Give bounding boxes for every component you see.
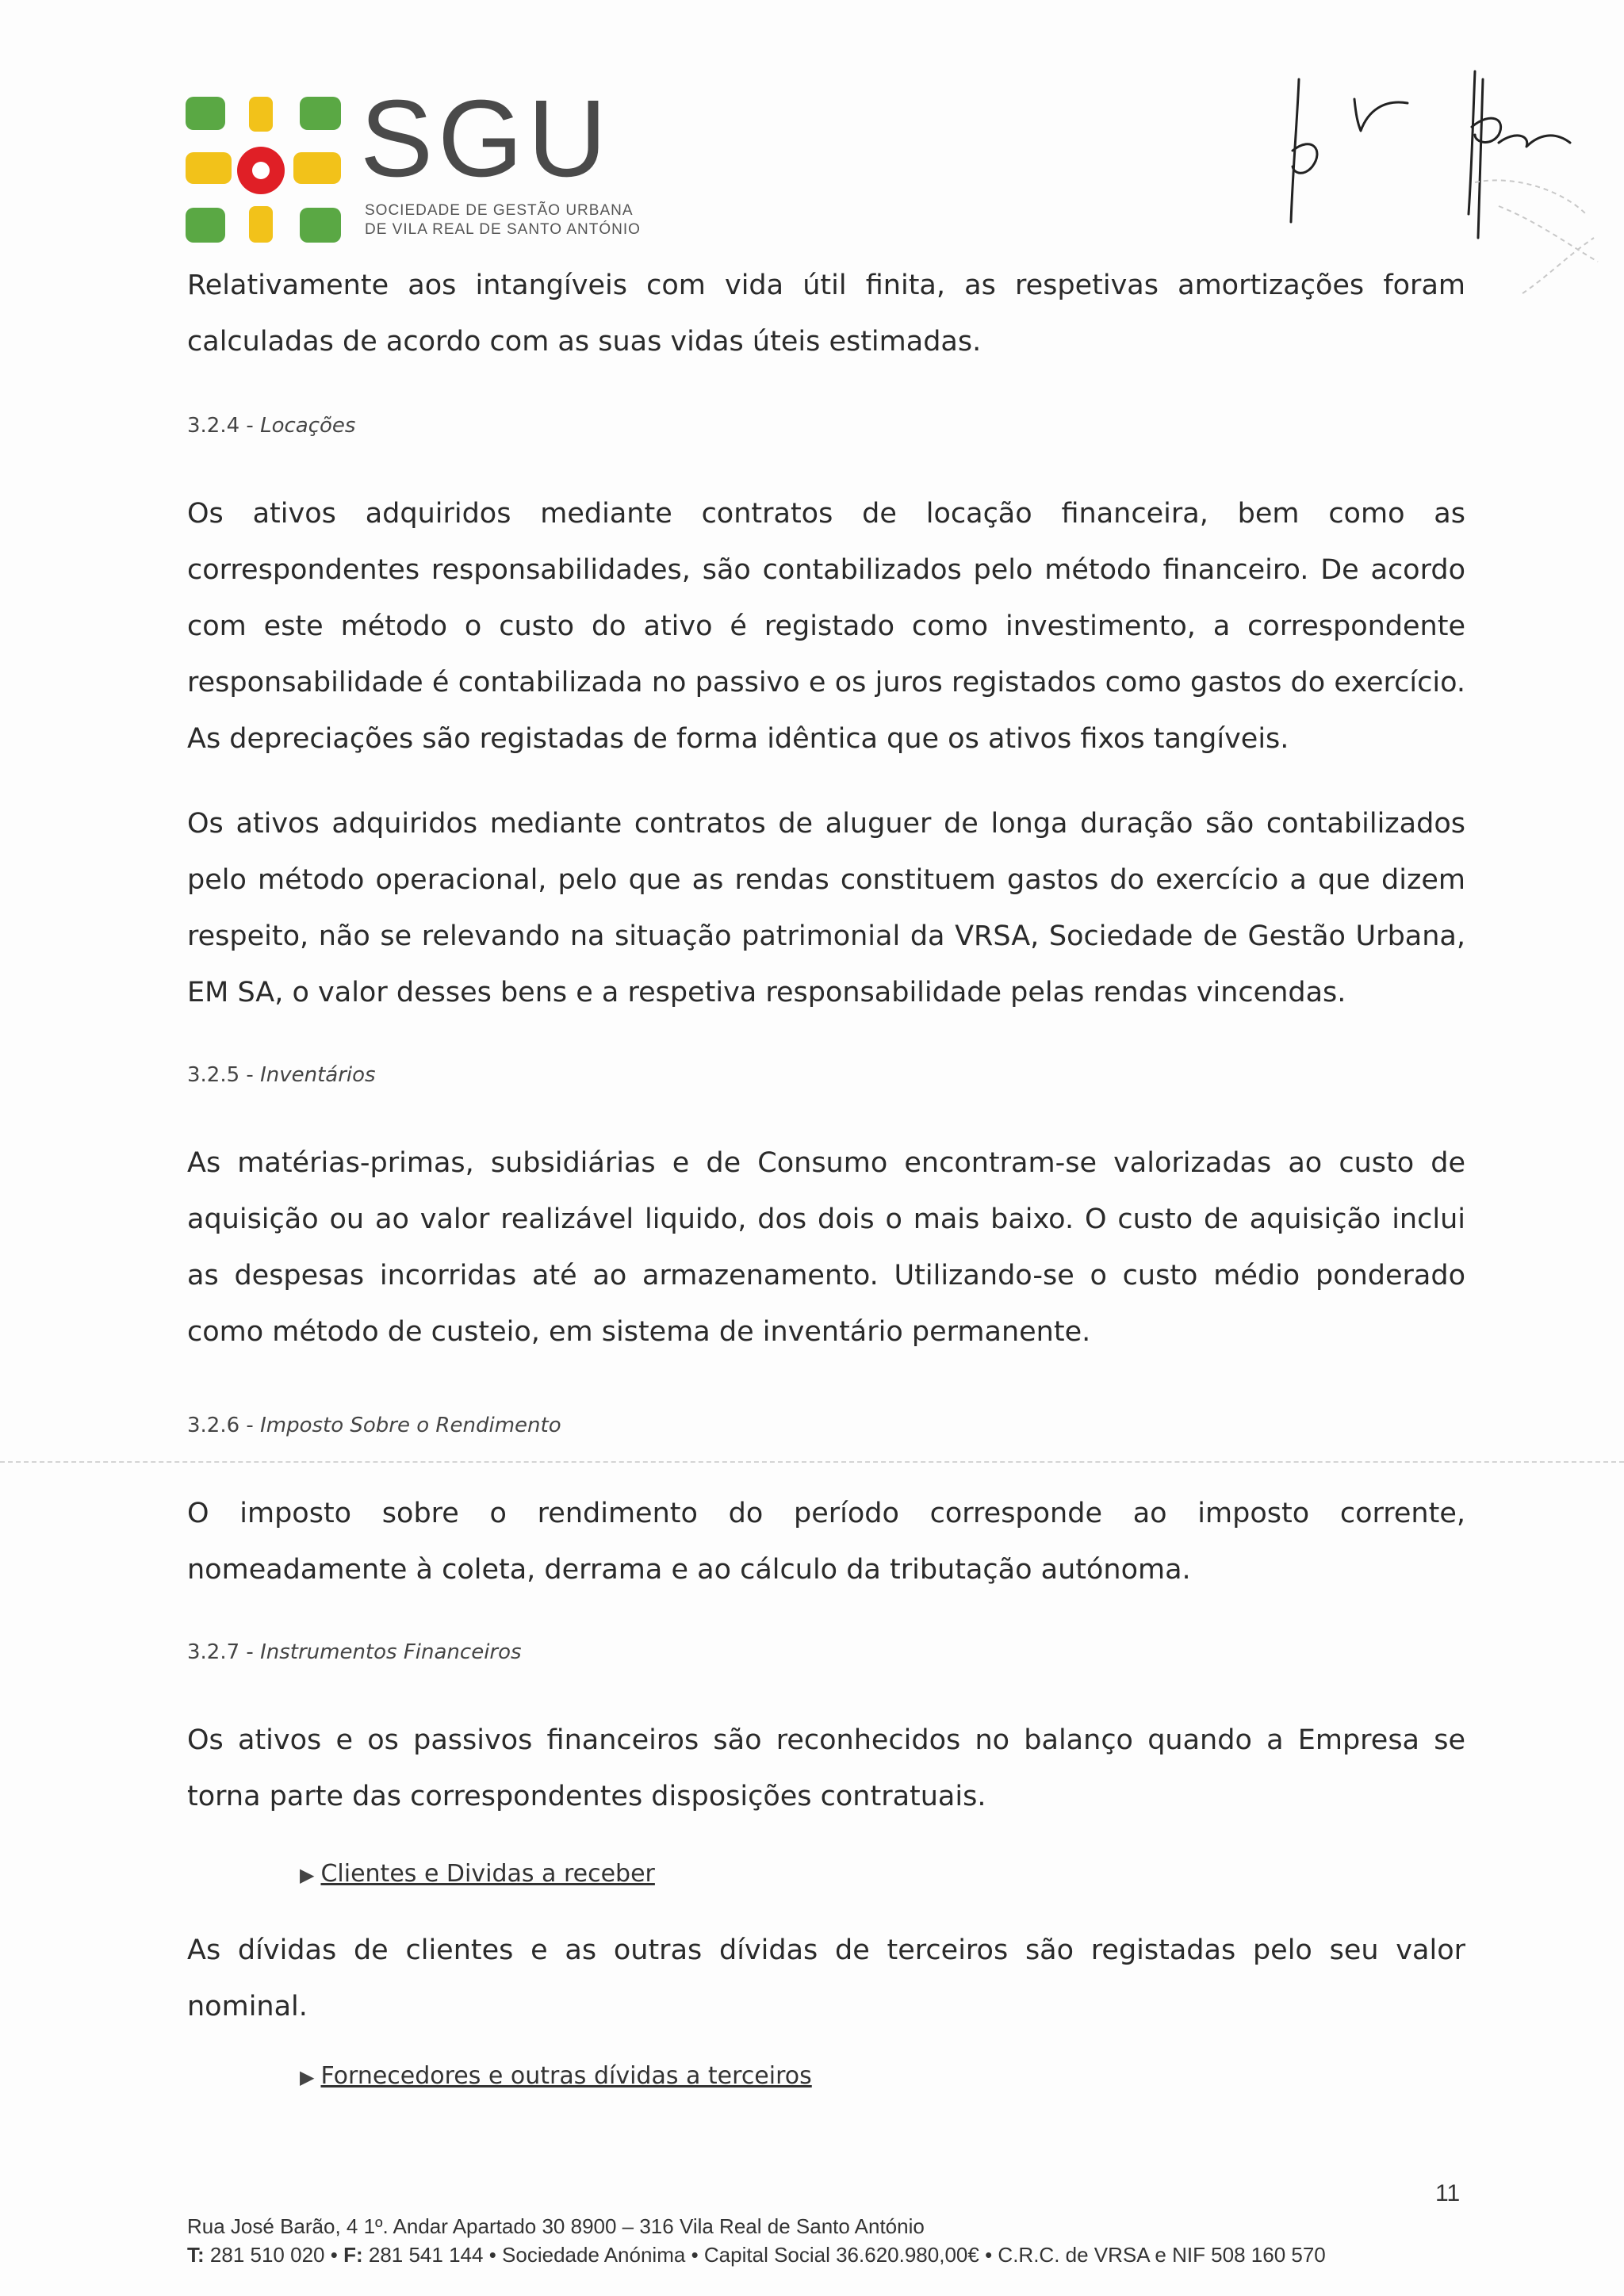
- heading-title: Imposto Sobre o Rendimento: [260, 1414, 561, 1437]
- bullet-payables: [300, 2061, 1465, 2093]
- triangle-bullet-icon: ▶: [300, 1864, 315, 1886]
- paragraph-leasing-operational: Os ativos adquiridos mediante contratos de aluguer de longa duração são contabilizados pelo método operacional, pelo que as rendas constituem gastos do exercício a que dizem respeito, não se relevando na situação patrimonial da VRSA, Sociedade de Gestão Urbana, EM SA, o valor desses bens e a respetiva responsabilidade pelas rendas vincendas.: [187, 808, 1465, 1008]
- footer-address: Rua José Barão, 4 1º. Andar Apartado 30 8900 – 316 Vila Real de Santo António: [187, 2214, 925, 2238]
- sgu-logo-mark-icon: [184, 95, 343, 246]
- heading-title: Inventários: [260, 1063, 376, 1087]
- logo-text: SGU: [360, 78, 612, 200]
- page-number: 11: [1435, 2180, 1461, 2206]
- share-capital: Capital Social 36.620.980,00€: [703, 2243, 979, 2267]
- heading-number: 3.2.5 -: [187, 1063, 254, 1087]
- dot-separator: •: [330, 2243, 338, 2267]
- logo-subtitle-line-1: SOCIEDADE DE GESTÃO URBANA: [365, 202, 634, 219]
- registry-info: C.R.C. de VRSA e NIF 508 160 570: [998, 2243, 1326, 2267]
- heading-number: 3.2.7 -: [187, 1640, 254, 1664]
- paragraph-inventories: As matérias-primas, subsidiárias e de Consumo encontram-se valorizadas ao custo de aquisição ou ao valor realizável liquido, dos dois o mais baixo. O custo de aquisição inclui as despesas incorridas até ao armazenamento. Utilizando-se o custo médio ponderado como método de custeio, em sistema de inventário permanente.: [187, 1147, 1465, 1348]
- tel-number: 281 510 020: [209, 2243, 325, 2267]
- heading-3-2-5: [187, 1059, 1465, 1091]
- logo-subtitle: [365, 201, 650, 239]
- fax-label: F:: [343, 2243, 363, 2267]
- triangle-bullet-icon: ▶: [300, 2066, 315, 2088]
- heading-3-2-6: [187, 1410, 1465, 1441]
- heading-number: 3.2.6 -: [187, 1414, 254, 1437]
- heading-3-2-7: [187, 1636, 1465, 1668]
- footer-contacts: [187, 2241, 1472, 2269]
- scan-divider: [0, 1461, 1624, 1463]
- logo-subtitle-line-2: DE VILA REAL DE SANTO ANTÓNIO: [365, 221, 641, 238]
- page-footer: [187, 2212, 1472, 2269]
- heading-title: Instrumentos Financeiros: [260, 1640, 522, 1664]
- dot-separator: •: [985, 2243, 993, 2267]
- bullet-receivables: [300, 1858, 1465, 1891]
- paragraph-intangibles: Relativamente aos intangíveis com vida útil finita, as respetivas amortizações foram calculadas de acordo com as suas vidas úteis estimadas.: [187, 270, 1465, 358]
- paragraph-receivables: As dívidas de clientes e as outras dívidas de terceiros são registadas pelo seu valor nominal.: [187, 1934, 1465, 2022]
- company-type: Sociedade Anónima: [502, 2243, 686, 2267]
- fax-number: 281 541 144: [368, 2243, 484, 2267]
- document-body: [187, 258, 1465, 2093]
- company-logo: [184, 78, 641, 247]
- paragraph-financial-instruments: Os ativos e os passivos financeiros são reconhecidos no balanço quando a Empresa se torna parte das correspondentes disposições contratuais.: [187, 1724, 1465, 1812]
- heading-title: Locações: [260, 414, 356, 438]
- tel-label: T:: [187, 2243, 205, 2267]
- heading-3-2-4: [187, 410, 1465, 442]
- paragraph-income-tax: O imposto sobre o rendimento do período corresponde ao imposto corrente, nomeadamente à coleta, derrama e ao cálculo da tributação autónoma.: [187, 1498, 1465, 1586]
- bullet-label: Clientes e Dividas a receber: [320, 1860, 655, 1888]
- dot-separator: •: [488, 2243, 496, 2267]
- bullet-label: Fornecedores e outras dívidas a terceiros: [320, 2062, 812, 2090]
- dot-separator: •: [691, 2243, 699, 2267]
- heading-number: 3.2.4 -: [187, 414, 254, 438]
- paragraph-leasing-financial: Os ativos adquiridos mediante contratos de locação financeira, bem como as correspondentes responsabilidades, são contabilizados pelo método financeiro. De acordo com este método o custo do ativo é registado como investimento, a correspondente responsabilidade é contabilizada no passivo e os juros registados como gastos do exercício. As depreciações são registadas de forma idêntica que os ativos fixos tangíveis.: [187, 498, 1465, 755]
